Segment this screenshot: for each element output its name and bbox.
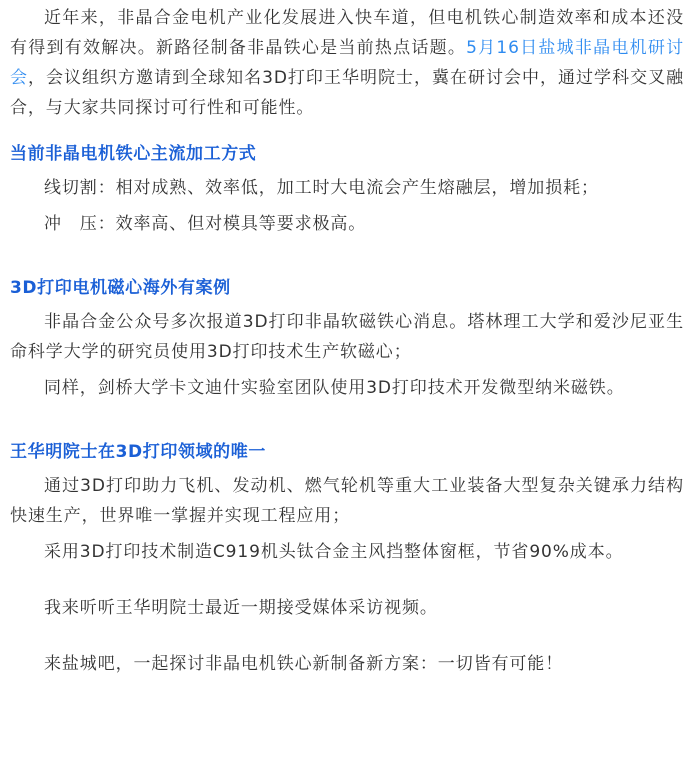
intro-paragraph <box>10 0 684 123</box>
section-title-academician-unique: 王华明院士在3D打印领域的唯一 <box>10 442 266 462</box>
processing-wire-cutting: 线切割：相对成熟、效率低，加工时大电流会产生熔融层，增加损耗； <box>44 178 599 198</box>
overseas-case-tallinn: 非晶合金公众号多次报道3D打印非晶软磁铁心消息。塔林理工大学和爱沙尼亚生命科学大学的研究员使用3D打印技术生产软磁心； <box>10 312 684 362</box>
seminar-link[interactable]: 5月16日盐城非晶电机研讨会 <box>10 38 684 88</box>
overseas-case-cambridge: 同样，剑桥大学卡文迪什实验室团队使用3D打印技术开发微型纳米磁铁。 <box>44 378 625 398</box>
processing-stamping: 冲 压：效率高、但对模具等要求极高。 <box>44 214 367 234</box>
academician-achievement-c919: 采用3D打印技术制造C919机头钛合金主风挡整体窗框，节省90%成本。 <box>44 542 624 562</box>
academician-achievement-structures: 通过3D打印助力飞机、发动机、燃气轮机等重大工业装备大型复杂关键承力结构快速生产，世界唯一掌握并实现工程应用； <box>10 476 684 526</box>
section-title-overseas-cases: 3D打印电机磁心海外有案例 <box>10 278 231 298</box>
closing-invitation: 来盐城吧，一起探讨非晶电机铁心新制备新方案：一切皆有可能！ <box>44 654 564 674</box>
section-title-processing-methods: 当前非晶电机铁心主流加工方式 <box>10 144 257 164</box>
intro-text-after-link: ，会议组织方邀请到全球知名3D打印王华明院士，冀在研讨会中，通过学科交叉融合，与大家共同探讨可行性和可能性。 <box>10 68 684 118</box>
intro-text-before-link: 近年来，非晶合金电机产业化发展进入快车道，但电机铁心制造效率和成本还没有得到有效解决。新路径制备非晶铁心是当前热点话题。 <box>10 8 684 58</box>
closing-video-intro: 我来听听王华明院士最近一期接受媒体采访视频。 <box>44 598 438 618</box>
